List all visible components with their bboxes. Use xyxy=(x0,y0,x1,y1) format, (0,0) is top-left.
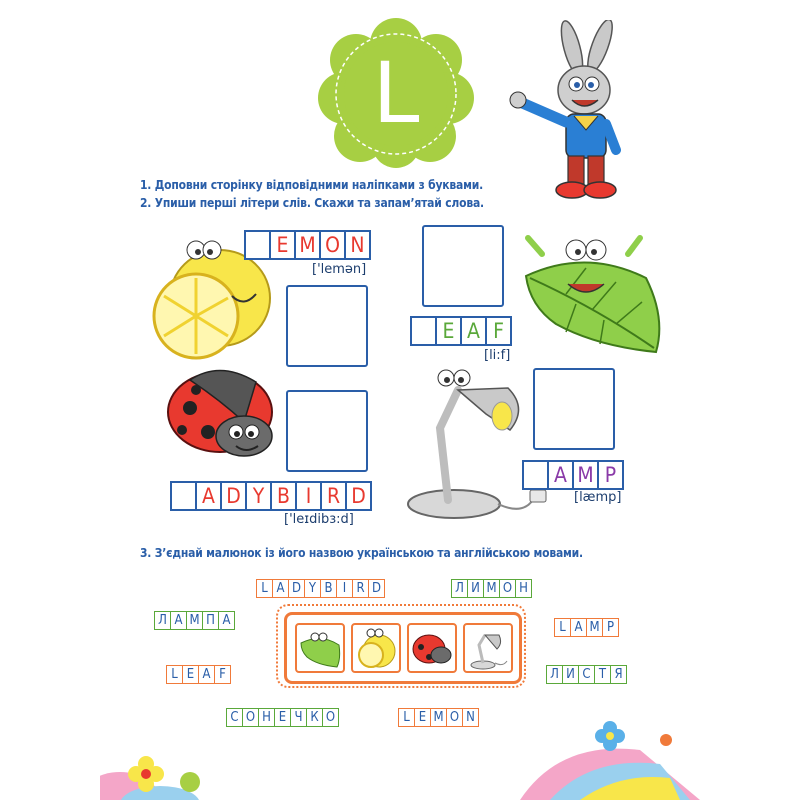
ladybird-letter: A xyxy=(197,483,222,509)
chip-letter: B xyxy=(321,580,337,597)
chip-letter: A xyxy=(571,619,587,636)
thumb-leaf[interactable] xyxy=(295,623,345,673)
chip-letter: А xyxy=(171,612,187,629)
chip-letter: D xyxy=(369,580,385,597)
chip-letter: M xyxy=(587,619,603,636)
instruction-2: 2. Упиши перші літери слів. Скажи та запам’ятай слова. xyxy=(140,196,484,210)
lamp-transcription: [læmp] xyxy=(574,490,622,505)
chip-letter: М xyxy=(187,612,203,629)
chip-letter: Е xyxy=(275,709,291,726)
chip-letter: П xyxy=(203,612,219,629)
leaf-transcription: [li:f] xyxy=(484,348,511,363)
chip-letter: Л xyxy=(452,580,468,597)
leaf-thumb-icon xyxy=(297,625,343,671)
chip-letter: О xyxy=(243,709,259,726)
chip-lamp[interactable] xyxy=(554,618,619,637)
lemon-letter: O xyxy=(321,232,346,258)
leaf-sticker-box[interactable] xyxy=(422,225,504,307)
chip-letter: L xyxy=(555,619,571,636)
lamp-letter: P xyxy=(599,462,624,488)
lemon-letter: E xyxy=(271,232,296,258)
lemon-letter-input[interactable] xyxy=(246,232,271,258)
ladybird-word-grid xyxy=(170,481,372,511)
ladybird-letter: D xyxy=(222,483,247,509)
bunny-mascot xyxy=(508,20,648,205)
chip-letter: А xyxy=(219,612,235,629)
chip-letter: D xyxy=(289,580,305,597)
chip-ladybird[interactable] xyxy=(256,579,385,598)
letter-flower-badge xyxy=(318,18,474,168)
chip-letter: L xyxy=(399,709,415,726)
chip-letter: O xyxy=(447,709,463,726)
lemon-sticker-box[interactable] xyxy=(286,285,368,367)
ladybird-letter: D xyxy=(347,483,372,509)
lemon-word-grid xyxy=(244,230,371,260)
picture-strip xyxy=(284,612,522,684)
chip-letter: С xyxy=(227,709,243,726)
bottom-right-decoration xyxy=(520,720,700,800)
chip-letter: С xyxy=(579,666,595,683)
ladybird-sticker-box[interactable] xyxy=(286,390,368,472)
lamp-letter-input[interactable] xyxy=(524,462,549,488)
ladybird-transcription: ['leɪdibɜ:d] xyxy=(284,512,354,527)
ladybird-letter: R xyxy=(322,483,347,509)
chip-letter: И xyxy=(563,666,579,683)
instruction-3: 3. З’єднай малюнок із його назвою українською та англійською мовами. xyxy=(140,546,583,560)
lamp-letter: M xyxy=(574,462,599,488)
chip-letter: Т xyxy=(595,666,611,683)
chip-letter: F xyxy=(215,666,231,683)
chip-leaf[interactable] xyxy=(166,665,231,684)
chip-lemon[interactable] xyxy=(398,708,479,727)
ladybird-thumb-icon xyxy=(409,625,455,671)
chip-letter: N xyxy=(463,709,479,726)
chip-letter: И xyxy=(468,580,484,597)
instruction-1: 1. Доповни сторінку відповідними наліпками з буквами. xyxy=(140,178,484,192)
big-letter: L xyxy=(372,44,420,142)
ladybird-letter-input[interactable] xyxy=(172,483,197,509)
lemon-letter: M xyxy=(296,232,321,258)
chip-letter: Л xyxy=(155,612,171,629)
chip-letter: Y xyxy=(305,580,321,597)
leaf-letter: A xyxy=(462,318,487,344)
chip-sonechko[interactable] xyxy=(226,708,339,727)
chip-letter: P xyxy=(603,619,619,636)
chip-lymon[interactable] xyxy=(451,579,532,598)
ladybird-letter: B xyxy=(272,483,297,509)
ladybird-illustration xyxy=(160,360,284,468)
lemon-thumb-icon xyxy=(353,625,399,671)
thumb-ladybird[interactable] xyxy=(407,623,457,673)
chip-letter: A xyxy=(199,666,215,683)
chip-lystia[interactable] xyxy=(546,665,627,684)
chip-letter: Н xyxy=(259,709,275,726)
chip-lampa[interactable] xyxy=(154,611,235,630)
leaf-letter: E xyxy=(437,318,462,344)
leaf-letter: F xyxy=(487,318,512,344)
leaf-letter-input[interactable] xyxy=(412,318,437,344)
lamp-illustration xyxy=(398,368,552,524)
ladybird-letter: I xyxy=(297,483,322,509)
lemon-transcription: ['lemən] xyxy=(312,262,367,277)
ladybird-letter: Y xyxy=(247,483,272,509)
leaf-word-grid xyxy=(410,316,512,346)
bottom-left-decoration xyxy=(100,752,220,800)
chip-letter: О xyxy=(323,709,339,726)
chip-letter: М xyxy=(484,580,500,597)
chip-letter: L xyxy=(257,580,273,597)
chip-letter: Ч xyxy=(291,709,307,726)
chip-letter: L xyxy=(167,666,183,683)
lamp-word-grid xyxy=(522,460,624,490)
lamp-thumb-icon xyxy=(465,625,511,671)
chip-letter: E xyxy=(183,666,199,683)
chip-letter: Н xyxy=(516,580,532,597)
thumb-lemon[interactable] xyxy=(351,623,401,673)
chip-letter: A xyxy=(273,580,289,597)
chip-letter: R xyxy=(353,580,369,597)
leaf-illustration xyxy=(516,228,666,358)
chip-letter: M xyxy=(431,709,447,726)
chip-letter: I xyxy=(337,580,353,597)
lamp-letter: A xyxy=(549,462,574,488)
chip-letter: К xyxy=(307,709,323,726)
chip-letter: Я xyxy=(611,666,627,683)
chip-letter: Л xyxy=(547,666,563,683)
chip-letter: E xyxy=(415,709,431,726)
lamp-sticker-box[interactable] xyxy=(533,368,615,450)
lemon-letter: N xyxy=(346,232,371,258)
thumb-lamp[interactable] xyxy=(463,623,513,673)
chip-letter: О xyxy=(500,580,516,597)
